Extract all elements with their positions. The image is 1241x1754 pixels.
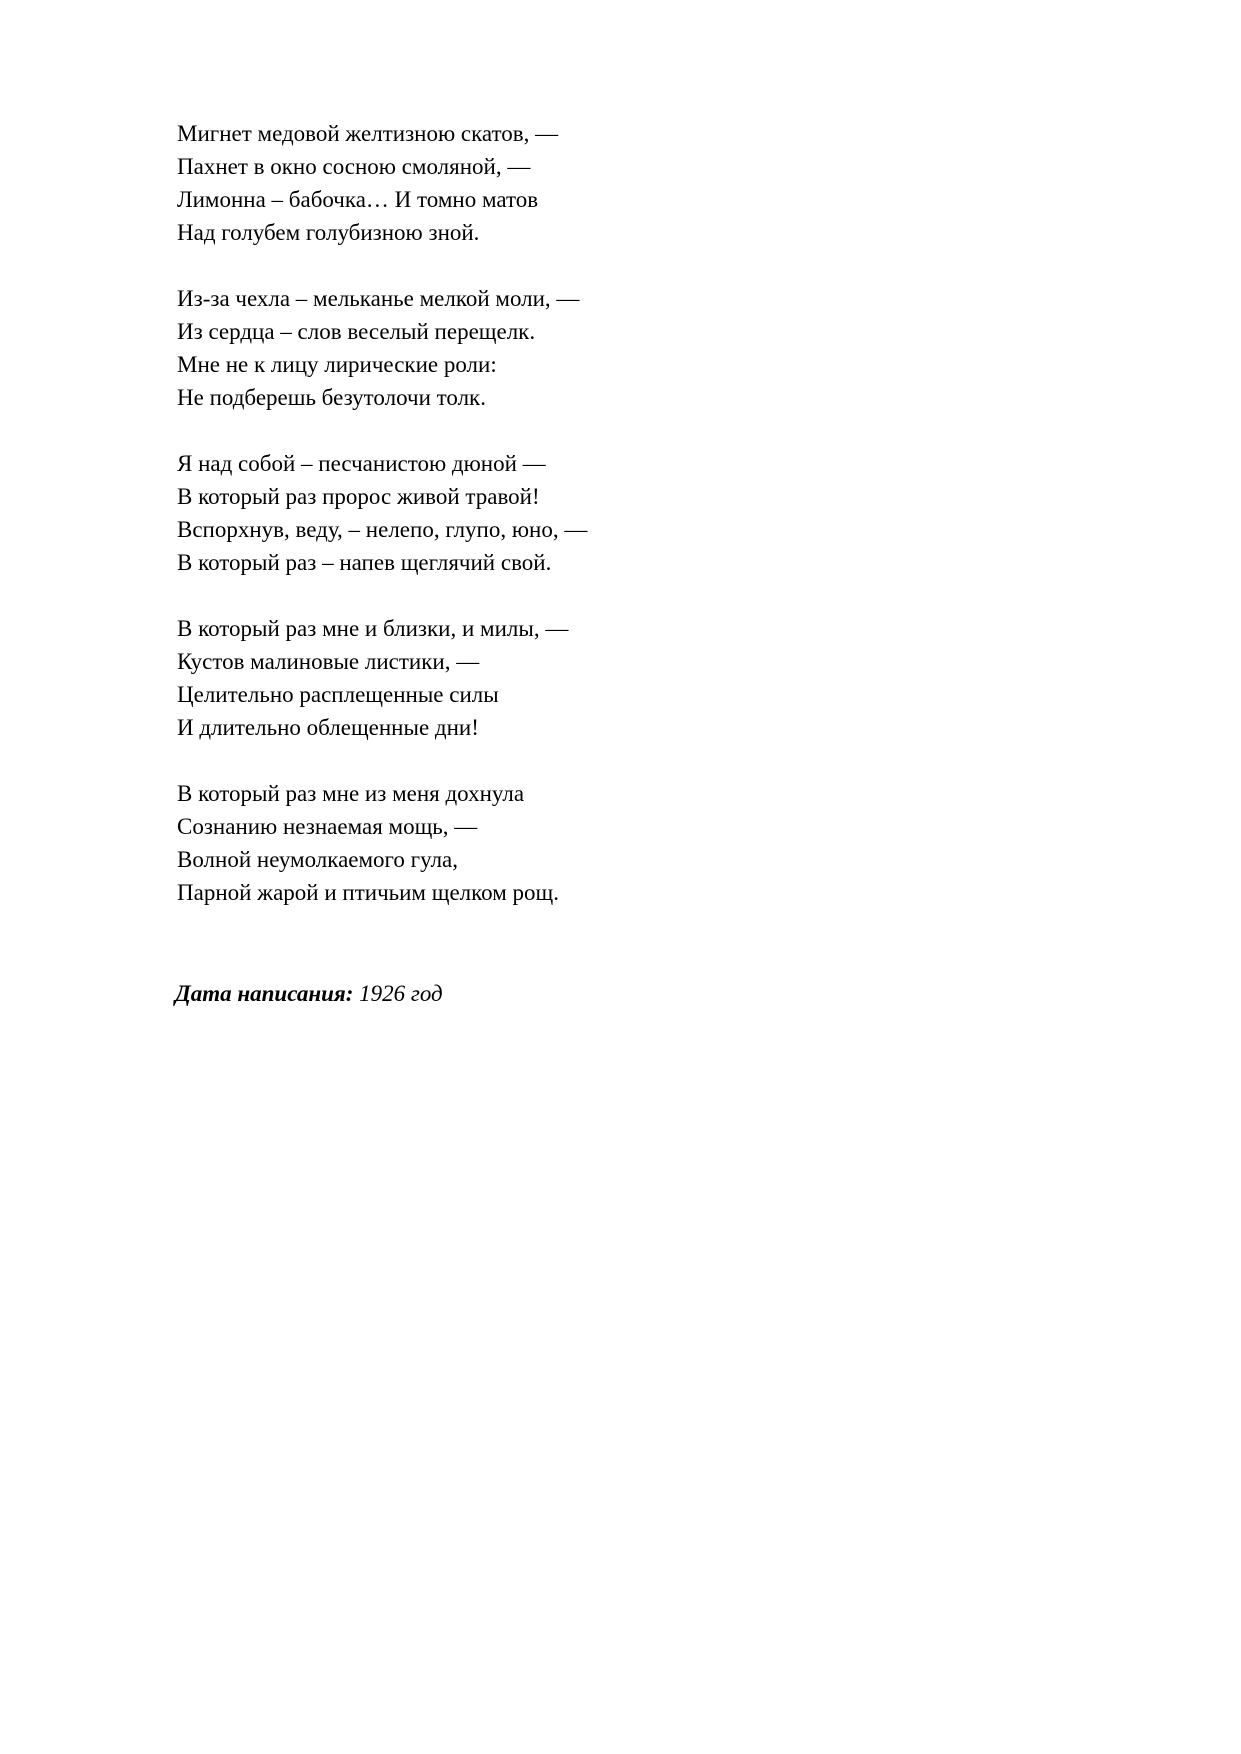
date-of-writing <box>175 977 443 1010</box>
poem-line: Я над собой – песчанистою дюной — <box>177 451 546 476</box>
poem-line: Мне не к лицу лирические роли: <box>177 352 497 377</box>
poem-line: Из сердца – слов веселый перещелк. <box>177 319 536 344</box>
poem-line: Мигнет медовой желтизною скатов, — <box>177 121 559 146</box>
stanza-3 <box>177 447 1077 579</box>
poem-line: Сознанию незнаемая мощь, — <box>177 814 478 839</box>
poem-body <box>177 117 1077 942</box>
stanza-2 <box>177 282 1077 414</box>
poem-line: Из-за чехла – мельканье мелкой моли, — <box>177 286 580 311</box>
stanza-1 <box>177 117 1077 249</box>
stanza-5 <box>177 777 1077 909</box>
poem-line: В который раз – напев щеглячий свой. <box>177 550 552 575</box>
poem-line: Пахнет в окно сосною смоляной, — <box>177 154 531 179</box>
stanza-4 <box>177 612 1077 744</box>
poem-line: В который раз мне из меня дохнула <box>177 781 525 806</box>
poem-line: И длительно облещенные дни! <box>177 715 479 740</box>
poem-line: В который раз мне и близки, и милы, — <box>177 616 569 641</box>
poem-line: Кустов малиновые листики, — <box>177 649 480 674</box>
poem-line: В который раз пророс живой травой! <box>177 484 540 509</box>
poem-line: Не подберешь безутолочи толк. <box>177 385 486 410</box>
poem-line: Лимонна – бабочка… И томно матов <box>177 187 539 212</box>
poem-line: Волной неумолкаемого гула, <box>177 847 459 872</box>
poem-line: Над голубем голубизною зной. <box>177 220 480 245</box>
poem-line: Вспорхнув, веду, – нелепо, глупо, юно, — <box>177 517 588 542</box>
date-value: 1926 год <box>359 981 443 1006</box>
poem-line: Целительно расплещенные силы <box>177 682 499 707</box>
date-label: Дата написания: <box>175 981 354 1006</box>
poem-line: Парной жарой и птичьим щелком рощ. <box>177 880 559 905</box>
